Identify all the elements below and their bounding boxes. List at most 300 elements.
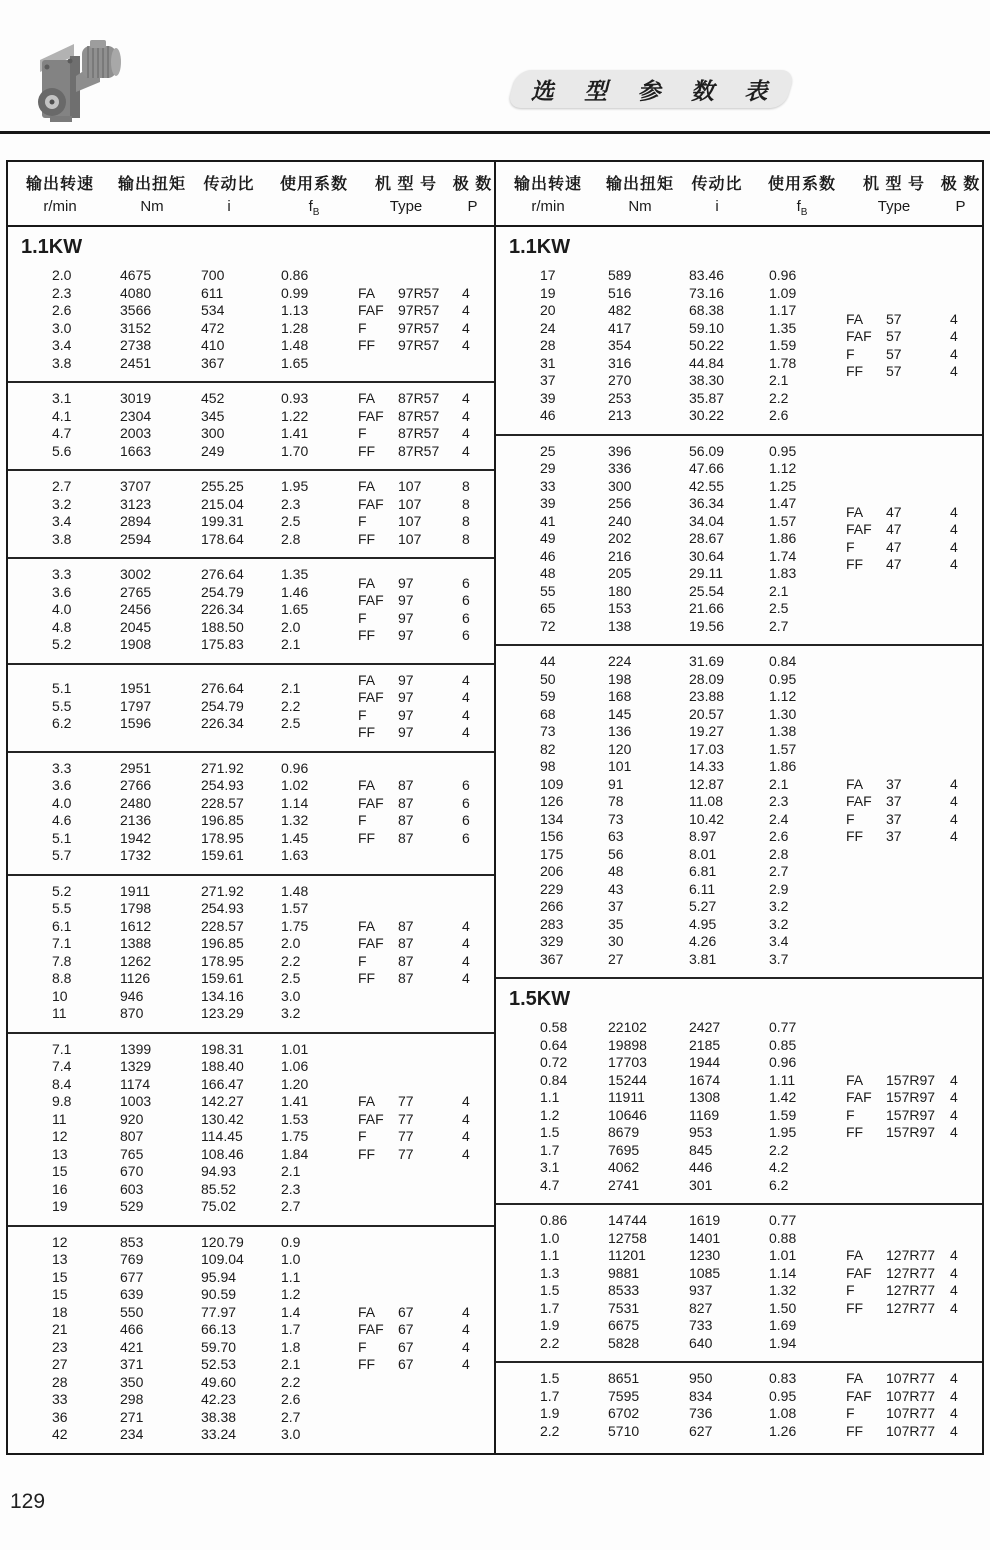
cell-ratio: 28.67 [689, 530, 725, 546]
cell-output-torque: 17703 [608, 1054, 647, 1070]
type-row [358, 320, 494, 338]
cell-service-factor: 1.57 [769, 740, 797, 757]
cell-output-torque: 1329 [120, 1058, 152, 1074]
type-row [358, 812, 494, 830]
cell-output-torque: 224 [608, 653, 632, 669]
poles-value: 6 [462, 777, 470, 793]
cell-ratio: 215.04 [201, 495, 244, 512]
type-row [846, 1370, 982, 1388]
model-size: 157R97 [886, 1124, 936, 1140]
cell-service-factor: 0.99 [281, 284, 309, 301]
model-size: 87 [398, 917, 414, 934]
cell-output-torque: 3019 [120, 390, 152, 406]
cell-output-speed: 175 [540, 845, 564, 862]
cell-ratio: 1230 [689, 1247, 721, 1263]
cell-ratio: 1944 [689, 1054, 721, 1070]
type-row [358, 592, 494, 610]
model-family: FF [846, 363, 864, 380]
cell-service-factor: 0.83 [769, 1370, 797, 1386]
cell-output-torque: 396 [608, 442, 632, 459]
cell-output-speed: 2.3 [52, 284, 72, 301]
cell-service-factor: 1.48 [281, 337, 309, 353]
cell-output-speed: 39 [540, 389, 556, 406]
motor-fan-cover [111, 48, 121, 76]
cell-output-torque: 213 [608, 407, 632, 423]
cell-ratio: 226.34 [201, 601, 244, 617]
cell-output-speed: 2.7 [52, 478, 72, 494]
model-family: F [358, 319, 367, 336]
model-family: F [358, 1338, 367, 1355]
cell-service-factor: 2.8 [281, 530, 301, 547]
model-size: 77 [398, 1128, 414, 1144]
cell-ratio: 34.04 [689, 512, 725, 529]
header-unit: P [955, 198, 966, 215]
cell-service-factor: 0.93 [281, 390, 309, 406]
numeric-grid [52, 267, 358, 372]
poles-value: 4 [950, 1299, 958, 1316]
cell-output-speed: 6.1 [52, 917, 72, 934]
section-body [496, 1363, 982, 1449]
cell-output-speed: 5.2 [52, 636, 72, 652]
cell-service-factor: 0.95 [769, 1387, 797, 1404]
poles-value: 4 [462, 442, 470, 459]
cell-output-torque: 3152 [120, 319, 152, 336]
cell-ratio: 452 [201, 390, 225, 406]
cell-output-speed: 229 [540, 880, 564, 897]
cell-output-speed: 8.8 [52, 970, 72, 986]
cell-output-torque: 6702 [608, 1405, 640, 1421]
section-body [8, 1034, 494, 1225]
cell-output-speed: 11 [52, 1005, 67, 1021]
cell-output-speed: 367 [540, 950, 564, 967]
cell-ratio: 50.22 [689, 337, 725, 353]
cell-output-speed: 3.1 [540, 1159, 560, 1175]
model-family: FF [846, 828, 864, 844]
model-family: FF [358, 724, 376, 740]
type-row [358, 689, 494, 707]
cell-output-torque: 1262 [120, 952, 152, 969]
header-label: 传动比 [691, 176, 743, 193]
cell-output-speed: 31 [540, 354, 556, 371]
cell-service-factor: 3.2 [769, 898, 789, 914]
cell-output-speed: 1.2 [540, 1106, 560, 1123]
cell-ratio: 10.42 [689, 810, 725, 827]
cell-ratio: 5.27 [689, 898, 717, 914]
poles-value: 4 [462, 689, 470, 705]
poles-value: 4 [462, 917, 470, 934]
model-family: FA [358, 284, 376, 301]
poles-value: 4 [950, 1387, 958, 1404]
cell-output-torque: 136 [608, 723, 632, 739]
cell-service-factor: 0.96 [281, 759, 309, 776]
cell-output-speed: 4.0 [52, 601, 72, 617]
cell-output-speed: 98 [540, 758, 556, 774]
cell-output-torque: 4675 [120, 267, 152, 283]
type-row [846, 1247, 982, 1265]
cell-output-speed: 36 [52, 1408, 68, 1425]
cell-service-factor: 2.2 [281, 952, 301, 969]
cell-ratio: 95.94 [201, 1268, 237, 1285]
cell-ratio: 42.55 [689, 477, 725, 494]
poles-value: 4 [462, 952, 470, 969]
cell-output-torque: 7595 [608, 1387, 640, 1404]
cell-ratio: 611 [201, 284, 224, 301]
cell-output-speed: 46 [540, 547, 556, 564]
cell-output-speed: 5.5 [52, 697, 72, 714]
cell-service-factor: 2.2 [281, 1373, 301, 1390]
cell-service-factor: 1.59 [769, 337, 797, 353]
cell-output-torque: 11201 [608, 1247, 646, 1263]
cell-ratio: 254.79 [201, 583, 244, 600]
cell-output-torque: 2894 [120, 513, 152, 529]
cell-service-factor: 2.5 [281, 513, 301, 529]
cell-ratio: 446 [689, 1159, 713, 1175]
model-size: 97 [398, 627, 414, 644]
cell-ratio: 11.08 [689, 793, 723, 809]
cell-output-speed: 21 [52, 1321, 68, 1337]
cell-ratio: 276.64 [201, 680, 244, 697]
cell-output-speed: 134 [540, 810, 564, 827]
poles-value: 4 [950, 1282, 958, 1298]
cell-ratio: 56.09 [689, 442, 725, 459]
section-body [496, 646, 982, 977]
cell-output-torque: 27 [608, 950, 624, 967]
model-family: FAF [846, 328, 872, 345]
cell-output-torque: 253 [608, 389, 632, 406]
cell-ratio: 410 [201, 337, 225, 353]
cell-output-torque: 3002 [120, 566, 152, 582]
model-family: FA [846, 310, 864, 327]
cell-service-factor: 1.32 [281, 812, 309, 828]
type-row [846, 504, 982, 522]
cell-output-speed: 7.4 [52, 1058, 72, 1074]
cell-service-factor: 2.6 [769, 407, 789, 423]
cell-output-speed: 33 [52, 1391, 68, 1407]
header-unit: $f_B$ [796, 198, 808, 218]
type-row [358, 531, 494, 549]
type-row [358, 1111, 494, 1129]
cell-service-factor: 1.32 [769, 1282, 797, 1298]
cell-ratio: 90.59 [201, 1286, 237, 1302]
model-family: FF [846, 556, 864, 573]
cell-output-torque: 1942 [120, 829, 152, 846]
model-family: FA [846, 775, 864, 792]
cell-output-torque: 1798 [120, 900, 152, 916]
cell-output-speed: 5.1 [52, 829, 72, 846]
cell-ratio: 255.25 [201, 478, 244, 494]
poles-value: 4 [462, 970, 470, 986]
cell-ratio: 30.64 [689, 547, 725, 564]
model-family: FA [358, 777, 376, 793]
cell-service-factor: 1.69 [769, 1317, 797, 1333]
model-family: FF [846, 1299, 864, 1316]
cell-output-speed: 6.2 [52, 715, 72, 732]
model-size: 47 [886, 538, 902, 555]
type-row [358, 496, 494, 514]
cell-output-speed: 28 [52, 1373, 68, 1390]
header-unit: P [467, 198, 478, 215]
cell-service-factor: 2.3 [769, 793, 789, 809]
poles-value: 4 [462, 390, 470, 406]
cell-output-torque: 120 [608, 740, 632, 757]
table-section [8, 751, 494, 874]
section-body [496, 260, 982, 434]
cell-output-torque: 417 [608, 319, 632, 336]
model-size: 47 [886, 503, 902, 520]
model-size: 107 [398, 513, 422, 529]
cell-service-factor: 0.9 [281, 1233, 301, 1250]
cell-service-factor: 1.53 [281, 1110, 309, 1127]
model-size: 107 [398, 530, 422, 547]
table-section [8, 1032, 494, 1225]
table-right-column [494, 162, 982, 1453]
poles-value: 4 [462, 1093, 470, 1109]
cell-output-speed: 3.3 [52, 759, 72, 776]
model-family: F [846, 1106, 855, 1123]
cell-service-factor: 0.85 [769, 1036, 797, 1053]
model-family: FF [358, 627, 376, 644]
model-family: FAF [846, 1264, 872, 1281]
model-size: 107R77 [886, 1387, 936, 1404]
cell-output-speed: 0.86 [540, 1212, 568, 1228]
model-size: 47 [886, 521, 902, 538]
cell-ratio: 25.54 [689, 582, 725, 599]
numeric-grid [52, 390, 358, 460]
header-label: 输出扭矩 [117, 176, 186, 193]
cell-service-factor: 1.86 [769, 530, 797, 546]
poles-value: 4 [462, 425, 470, 441]
model-family: FF [358, 1356, 376, 1372]
cell-service-factor: 1.45 [281, 829, 309, 846]
model-family: F [358, 1128, 367, 1144]
table-section [496, 227, 982, 434]
header-unit: i [715, 198, 719, 215]
type-row [846, 1089, 982, 1107]
cell-output-speed: 1.9 [540, 1405, 560, 1421]
cell-ratio: 188.40 [201, 1058, 244, 1074]
cell-service-factor: 3.2 [281, 1005, 301, 1021]
cell-service-factor: 2.1 [281, 1356, 301, 1372]
poles-value: 4 [950, 775, 958, 792]
cell-service-factor: 2.5 [281, 715, 301, 732]
poles-value: 4 [950, 1247, 958, 1263]
type-row [358, 425, 494, 443]
header-unit: Type [877, 198, 911, 215]
type-row [846, 539, 982, 557]
cell-ratio: 367 [201, 354, 225, 371]
poles-value: 4 [950, 538, 958, 555]
numeric-grid [52, 760, 358, 865]
cell-service-factor: 2.7 [769, 617, 789, 634]
cell-ratio: 4.26 [689, 933, 717, 949]
type-row [358, 408, 494, 426]
model-family: FA [846, 1370, 864, 1386]
page-title: 选 型 参 数 表 [530, 77, 780, 104]
type-row [358, 1356, 494, 1374]
cell-ratio: 66.13 [201, 1321, 237, 1337]
cell-output-speed: 7.1 [52, 935, 72, 951]
poles-value: 6 [462, 609, 470, 626]
cell-service-factor: 2.1 [281, 680, 301, 697]
model-size: 107 [398, 495, 422, 512]
type-row [846, 346, 982, 364]
cell-output-torque: 765 [120, 1145, 144, 1162]
cell-output-torque: 138 [608, 617, 632, 634]
cell-ratio: 2185 [689, 1036, 721, 1053]
model-family: F [358, 513, 367, 529]
cell-service-factor: 2.1 [769, 372, 789, 388]
cell-output-speed: 24 [540, 319, 556, 336]
cell-ratio: 188.50 [201, 618, 244, 635]
poles-value: 4 [462, 1145, 470, 1162]
cell-output-speed: 46 [540, 407, 556, 423]
cell-service-factor: 3.2 [769, 915, 789, 932]
type-row [358, 1146, 494, 1164]
section-body [8, 1227, 494, 1453]
poles-value: 4 [462, 1321, 470, 1337]
header-label: 使用系数 [279, 176, 348, 193]
cell-service-factor: 2.7 [769, 863, 789, 879]
poles-value: 4 [950, 556, 958, 573]
cell-service-factor: 1.75 [281, 1128, 309, 1144]
cell-output-speed: 39 [540, 495, 556, 511]
model-family: F [358, 952, 367, 969]
model-family: FAF [846, 1089, 872, 1105]
cell-service-factor: 1.01 [769, 1247, 797, 1263]
cell-ratio: 28.09 [689, 670, 725, 687]
cell-service-factor: 2.6 [769, 828, 789, 844]
power-rating-heading: 1.1KW [21, 236, 83, 258]
section-body [8, 753, 494, 874]
cell-ratio: 109.04 [201, 1251, 244, 1267]
cell-service-factor: 1.22 [281, 407, 309, 424]
cell-output-speed: 1.7 [540, 1141, 560, 1158]
poles-value: 4 [950, 1124, 958, 1140]
selection-parameter-table [6, 160, 984, 1455]
cell-output-torque: 1388 [120, 935, 152, 951]
cell-service-factor: 1.25 [769, 477, 797, 494]
poles-value: 4 [950, 828, 958, 844]
cell-service-factor: 0.84 [769, 653, 797, 669]
poles-value: 4 [462, 407, 470, 424]
model-family: FA [846, 1247, 864, 1263]
cell-output-speed: 23 [52, 1338, 68, 1355]
cell-ratio: 123.29 [201, 1005, 244, 1021]
cell-ratio: 254.79 [201, 697, 244, 714]
cell-output-torque: 180 [608, 582, 632, 599]
model-size: 97 [398, 724, 414, 740]
cell-ratio: 1169 [689, 1106, 720, 1123]
cell-output-speed: 16 [52, 1180, 68, 1197]
cell-output-speed: 3.3 [52, 566, 72, 582]
cell-output-torque: 145 [608, 705, 632, 722]
cell-ratio: 950 [689, 1370, 713, 1386]
type-row [846, 811, 982, 829]
cell-output-speed: 0.84 [540, 1071, 568, 1088]
poles-value: 4 [950, 310, 958, 327]
cell-output-speed: 4.7 [540, 1176, 560, 1193]
model-size: 127R77 [886, 1282, 936, 1298]
table-left-column [8, 162, 494, 1453]
cell-output-speed: 19 [540, 284, 556, 301]
poles-value: 4 [950, 521, 958, 538]
table-section [496, 1361, 982, 1449]
cell-output-speed: 15 [52, 1286, 68, 1302]
cell-ratio: 68.38 [689, 302, 725, 318]
poles-value: 8 [462, 478, 470, 494]
cell-ratio: 4.95 [689, 915, 717, 932]
model-family: FAF [358, 592, 384, 609]
header-chinese-row [496, 171, 982, 194]
cell-service-factor: 3.0 [281, 1426, 301, 1442]
cell-ratio: 23.88 [689, 688, 725, 704]
model-type-list [846, 504, 982, 574]
model-family: F [358, 812, 367, 828]
model-type-list [358, 285, 494, 355]
table-section [8, 663, 494, 751]
cell-output-torque: 22102 [608, 1019, 647, 1035]
model-family: FAF [846, 521, 872, 538]
cell-ratio: 178.95 [201, 829, 244, 846]
header-label: 使用系数 [767, 176, 836, 193]
cell-output-torque: 807 [120, 1128, 144, 1144]
cell-output-speed: 50 [540, 670, 556, 687]
model-size: 87 [398, 794, 414, 811]
cell-output-torque: 11911 [608, 1089, 645, 1105]
type-row [358, 707, 494, 725]
poles-value: 4 [462, 1303, 470, 1320]
cell-output-torque: 3566 [120, 302, 152, 318]
cell-service-factor: 1.02 [281, 777, 309, 793]
cell-output-speed: 3.0 [52, 319, 72, 336]
cell-ratio: 12.87 [689, 775, 725, 792]
cell-output-torque: 1951 [120, 680, 152, 697]
numeric-grid [52, 680, 358, 733]
cell-ratio: 228.57 [201, 917, 244, 934]
cell-output-torque: 2951 [120, 759, 152, 776]
table-section [8, 381, 494, 469]
cell-ratio: 6.11 [689, 880, 716, 897]
cell-service-factor: 0.77 [769, 1019, 797, 1035]
model-family: F [846, 1405, 855, 1421]
model-family: FAF [358, 495, 384, 512]
cell-service-factor: 1.12 [769, 688, 797, 704]
type-row [846, 828, 982, 846]
cell-output-torque: 63 [608, 828, 624, 844]
type-row [358, 302, 494, 320]
cell-output-speed: 5.5 [52, 900, 72, 916]
cell-output-torque: 4080 [120, 284, 152, 301]
power-rating-heading: 1.5KW [509, 988, 571, 1010]
cell-service-factor: 2.1 [281, 1163, 301, 1179]
cell-output-speed: 4.1 [52, 407, 72, 424]
motor-bolt-1 [45, 65, 50, 70]
cell-output-speed: 20 [540, 302, 556, 318]
model-size: 67 [398, 1303, 414, 1320]
cell-output-speed: 1.5 [540, 1282, 560, 1298]
cell-service-factor: 1.86 [769, 758, 797, 774]
cell-service-factor: 2.8 [769, 845, 789, 862]
model-size: 87 [398, 970, 414, 986]
cell-ratio: 199.31 [201, 513, 244, 529]
cell-ratio: 75.02 [201, 1198, 237, 1214]
cell-output-torque: 48 [608, 863, 624, 879]
cell-output-speed: 25 [540, 442, 556, 459]
cell-output-torque: 198 [608, 670, 632, 687]
cell-ratio: 31.69 [689, 653, 725, 669]
cell-service-factor: 1.30 [769, 705, 797, 722]
cell-output-torque: 2136 [120, 812, 152, 828]
